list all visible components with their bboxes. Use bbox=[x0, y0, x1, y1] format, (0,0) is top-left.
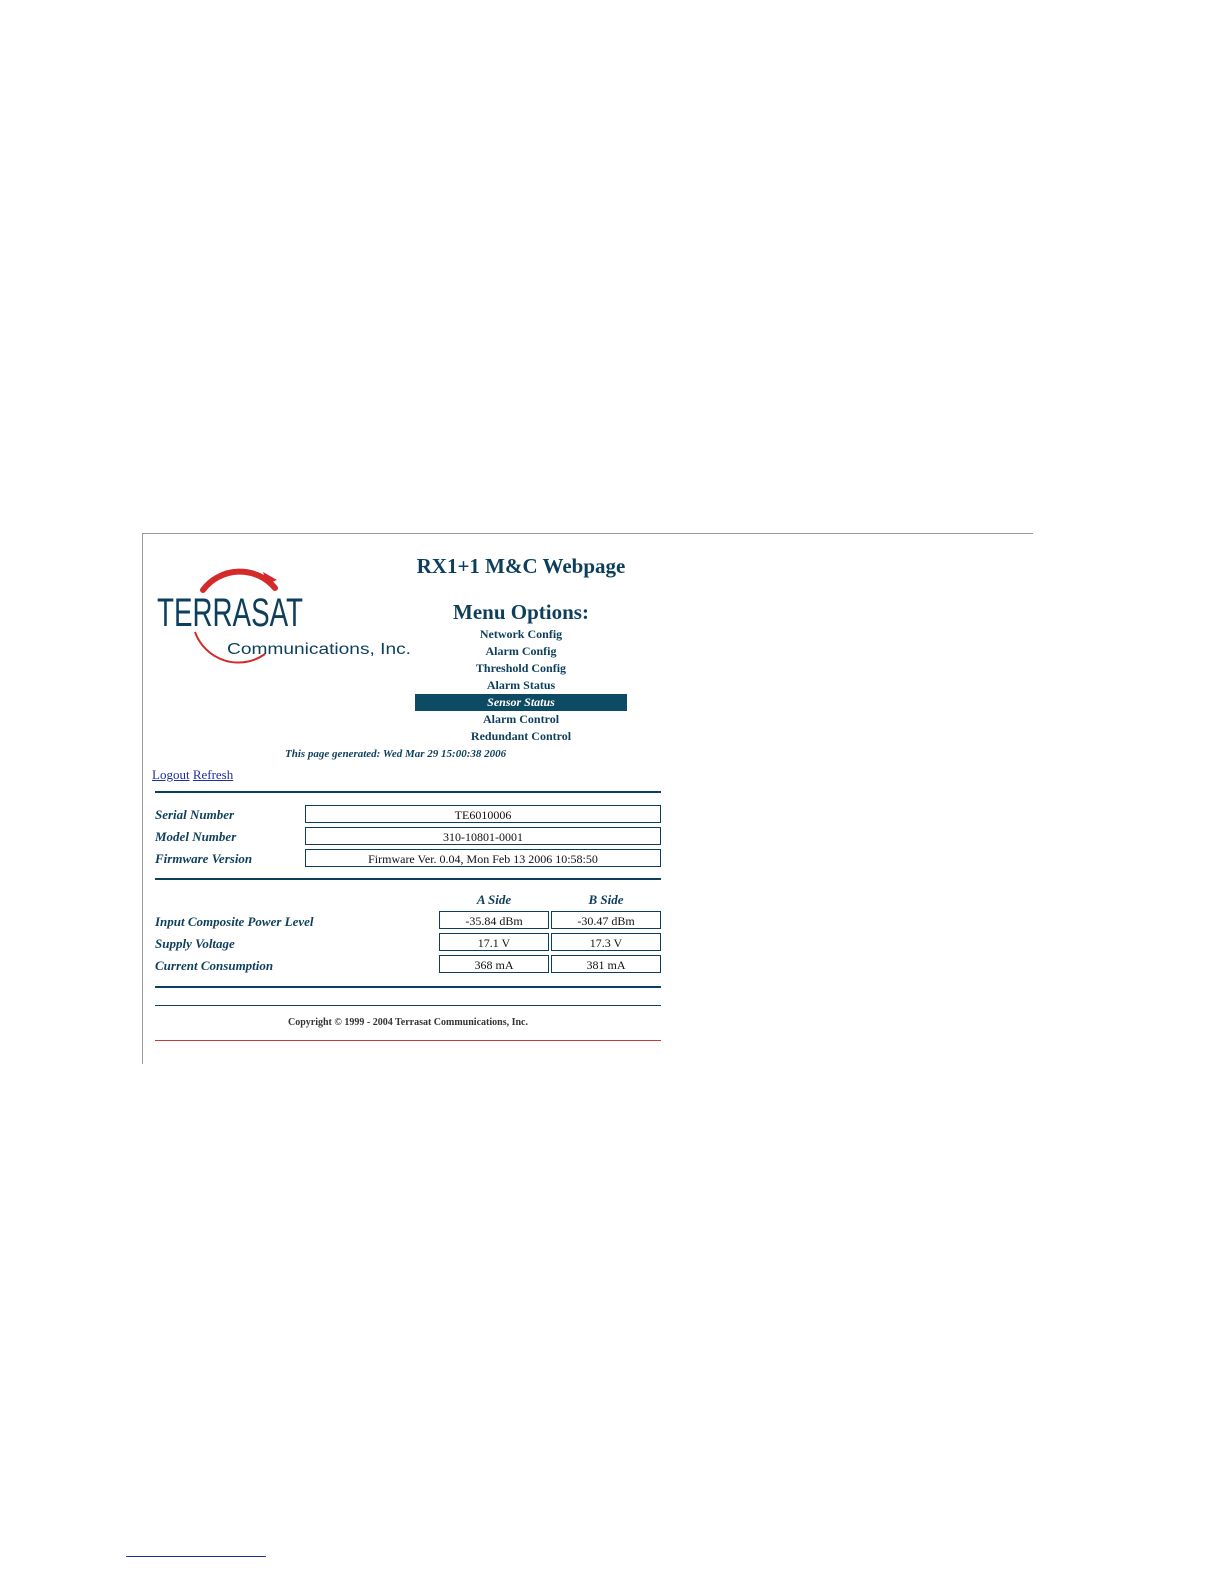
menu-item-network-config[interactable]: Network Config bbox=[479, 627, 563, 641]
firmware-version-value: Firmware Ver. 0.04, Mon Feb 13 2006 10:58:50 bbox=[305, 849, 661, 867]
firmware-version-label: Firmware Version bbox=[155, 851, 253, 866]
copyright-text: Copyright © 1999 - 2004 Terrasat Communications, Inc. bbox=[288, 1017, 528, 1028]
menu-item-alarm-control[interactable]: Alarm Control bbox=[482, 712, 560, 726]
logout-link[interactable]: Logout bbox=[152, 767, 190, 782]
divider bbox=[155, 878, 661, 880]
refresh-link[interactable]: Refresh bbox=[192, 767, 234, 782]
power-b-value: -30.47 dBm bbox=[551, 911, 661, 929]
logo-tagline: Communications, Inc. bbox=[227, 641, 411, 658]
divider bbox=[155, 986, 661, 988]
sensor-label-current: Current Consumption bbox=[155, 958, 274, 973]
a-side-header: A Side bbox=[476, 892, 512, 907]
model-number-value: 310-10801-0001 bbox=[305, 827, 661, 845]
menu-item-alarm-config[interactable]: Alarm Config bbox=[485, 644, 557, 658]
divider bbox=[155, 1005, 661, 1006]
menu-item-threshold-config[interactable]: Threshold Config bbox=[475, 661, 567, 675]
terrasat-logo bbox=[155, 550, 417, 664]
serial-number-label: Serial Number bbox=[155, 807, 235, 822]
divider bbox=[155, 791, 661, 793]
sensor-label-power: Input Composite Power Level bbox=[155, 914, 314, 929]
menu-item-alarm-status[interactable]: Alarm Status bbox=[486, 678, 556, 692]
logo-brand: TERRASAT bbox=[157, 591, 303, 635]
sensor-label-voltage: Supply Voltage bbox=[155, 936, 235, 951]
b-side-header: B Side bbox=[588, 892, 624, 907]
page-title: RX1+1 M&C Webpage bbox=[416, 554, 626, 578]
footnote-separator bbox=[126, 1556, 266, 1557]
menu-item-redundant-control[interactable]: Redundant Control bbox=[470, 729, 572, 743]
menu-heading: Menu Options: bbox=[453, 600, 589, 624]
logo-mark bbox=[155, 550, 417, 664]
serial-number-value: TE6010006 bbox=[305, 805, 661, 823]
current-b-value: 381 mA bbox=[551, 955, 661, 973]
power-a-value: -35.84 dBm bbox=[439, 911, 549, 929]
generated-timestamp: This page generated: Wed Mar 29 15:00:38 2006 bbox=[285, 748, 507, 760]
menu-options bbox=[415, 626, 627, 745]
browser-screenshot bbox=[142, 533, 1033, 1064]
menu-item-sensor-status[interactable]: Sensor Status bbox=[415, 694, 627, 711]
voltage-a-value: 17.1 V bbox=[439, 933, 549, 951]
top-links bbox=[152, 767, 233, 783]
voltage-b-value: 17.3 V bbox=[551, 933, 661, 951]
footer-red-rule bbox=[155, 1040, 661, 1041]
model-number-label: Model Number bbox=[155, 829, 237, 844]
current-a-value: 368 mA bbox=[439, 955, 549, 973]
